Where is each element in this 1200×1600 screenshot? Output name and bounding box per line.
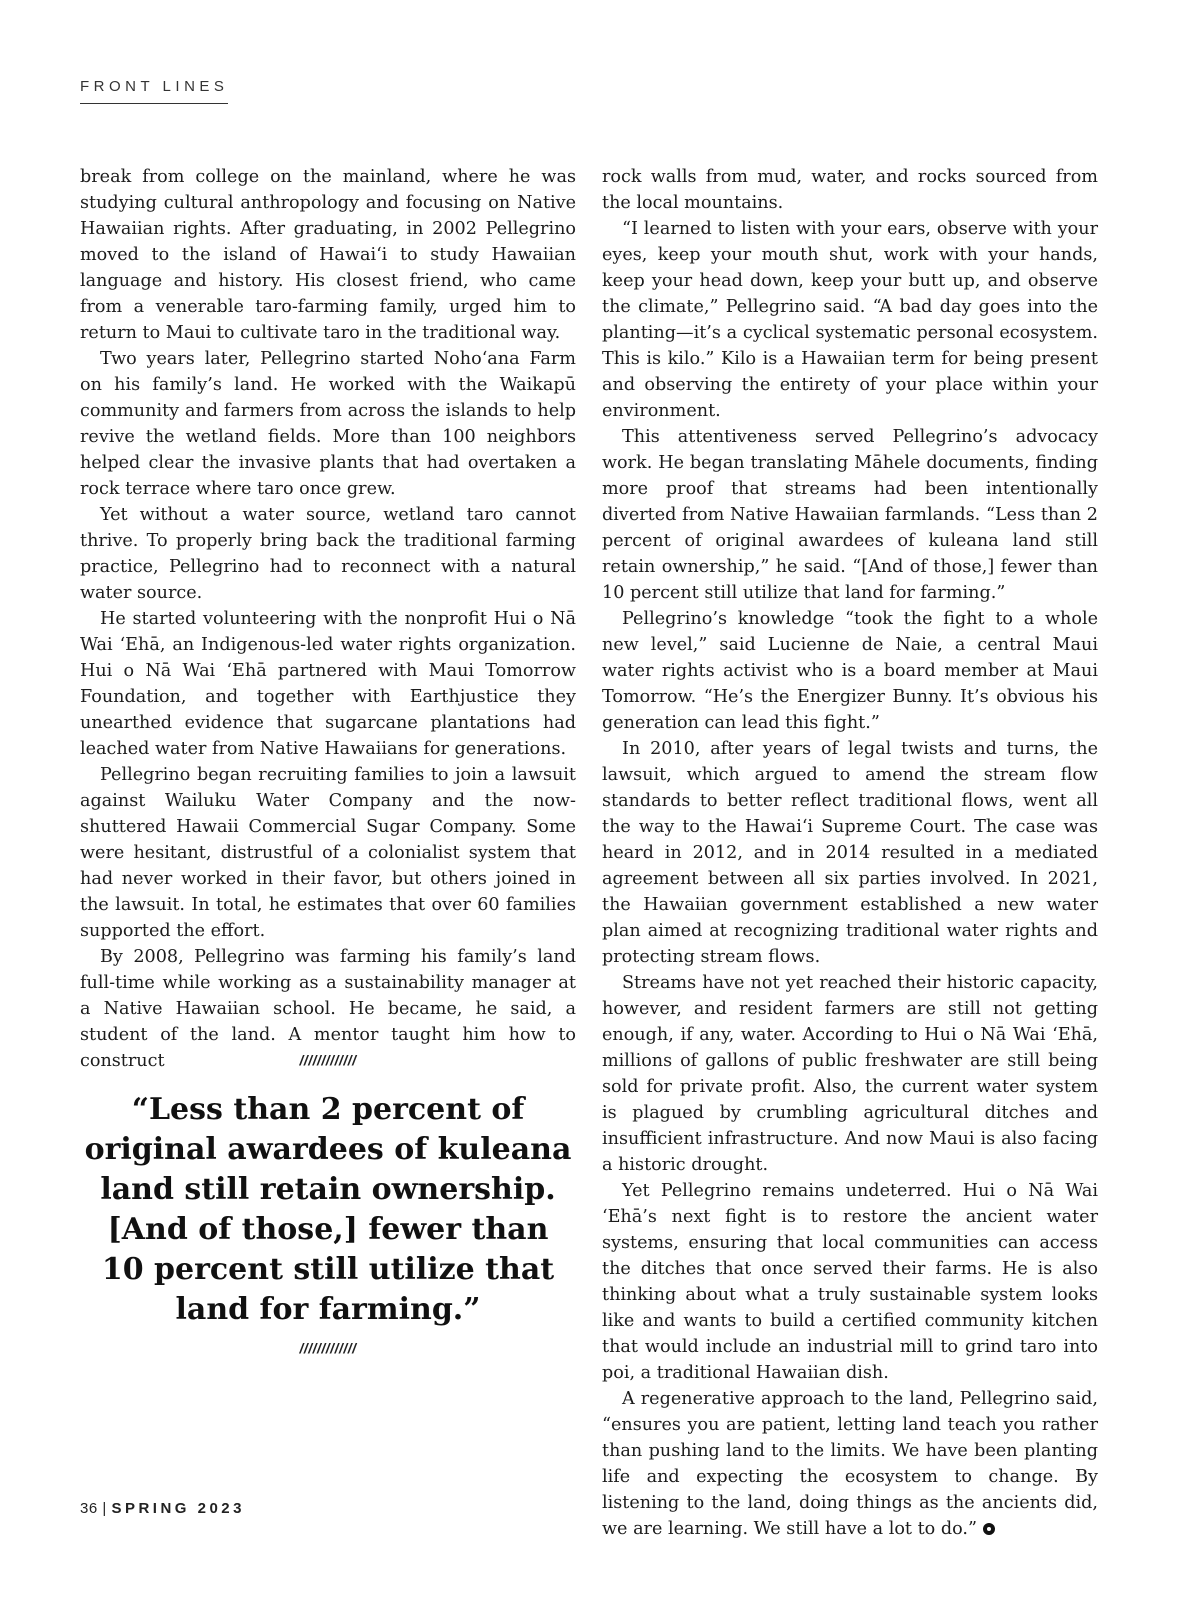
pull-quote-line: original awardees of kuleana [84, 1132, 572, 1167]
pullquote-divider-bottom: ///////////// [299, 1340, 357, 1356]
footer-separator: | [102, 1500, 107, 1517]
pullquote-divider-top: ///////////// [299, 1052, 357, 1068]
pull-quote-line: 10 percent still utilize that [101, 1252, 555, 1287]
article-paragraph: “I learned to listen with your ears, observe with your eyes, keep your mouth shut, work with your hands, keep your head down, keep your butt up, and observe the climate,” Pellegrino said. “A bad day goes into the planting—it’s a cyclical systematic personal ecosystem. This is kilo.” Kilo is a Hawaiian term for being present and observing the entirety of your place within your environment. [602, 219, 1098, 421]
article-paragraph: Yet without a water source, wetland taro cannot thrive. To properly bring back the traditional farming practice, Pellegrino had to reconnect with a natural water source. [80, 505, 576, 603]
article-paragraph: Two years later, Pellegrino started Noho‘ana Farm on his family’s land. He worked with the Waikapū community and farmers from across the islands to help revive the wetland fields. More than 100 neighbors helped clear the invasive plants that had overtaken a rock terrace where taro once grew. [80, 349, 576, 499]
page-number: 36 [80, 1500, 98, 1517]
section-label: FRONT LINES [80, 78, 228, 104]
issue-label: SPRING 2023 [111, 1500, 245, 1517]
end-of-article-icon [983, 1523, 995, 1535]
pull-quote-line: [And of those,] fewer than [107, 1212, 549, 1247]
article-paragraph: Streams have not yet reached their historic capacity, however, and resident farmers are still not getting enough, if any, water. According to Hui o Nā Wai ‘Ehā, millions of gallons of public freshwater are still being sold for private profit. Also, the current water system is plagued by crumbling agricultural ditches and insufficient infrastructure. And now Maui is also facing a historic drought. [602, 973, 1098, 1175]
final-paragraph-text: A regenerative approach to the land, Pellegrino said, “ensures you are patient, letting land teach you rather than pushing land to the limits. We have been planting life and expecting the ecosystem to change. By listening to the land, doing things as the ancients did, we are learning. We still have a lot to do.” [602, 1389, 1098, 1539]
right-column [602, 164, 1098, 1542]
article-paragraph: This attentiveness served Pellegrino’s advocacy work. He began translating Māhele documents, finding more proof that streams had been intentionally diverted from Native Hawaiian farmlands. “Less than 2 percent of original awardees of kuleana land still retain ownership,” he said. “[And of those,] fewer than 10 percent still utilize that land for farming.” [602, 427, 1098, 603]
page-footer [80, 1500, 245, 1517]
article-paragraph: Pellegrino began recruiting families to join a lawsuit against Wailuku Water Company and the now-shuttered Hawaii Commercial Sugar Company. Some were hesitant, distrustful of a colonialist system that had never worked in their favor, but others joined in the lawsuit. In total, he estimates that over 60 families supported the effort. [80, 765, 576, 941]
article-paragraph: Pellegrino’s knowledge “took the fight to a whole new level,” said Lucienne de Naie, a central Maui water rights activist who is a board member at Maui Tomorrow. “He’s the Energizer Bunny. It’s obvious his generation can lead this fight.” [602, 609, 1098, 733]
article-paragraph: By 2008, Pellegrino was farming his family’s land full-time while working as a sustainability manager at a Native Hawaiian school. He became, he said, a student of the land. A mentor taught him how to construct [80, 947, 576, 1071]
pull-quote-line: land for farming.” [175, 1292, 481, 1327]
article-paragraph: In 2010, after years of legal twists and turns, the lawsuit, which argued to amend the stream flow standards to better reflect traditional flows, went all the way to the Hawai‘i Supreme Court. The case was heard in 2012, and in 2014 resulted in a mediated agreement between all six parties involved. In 2021, the Hawaiian government established a new water plan aimed at recognizing traditional water rights and protecting stream flows. [602, 739, 1098, 967]
left-column [80, 164, 576, 1074]
article-paragraph: He started volunteering with the nonprofit Hui o Nā Wai ‘Ehā, an Indigenous-led water rights organization. Hui o Nā Wai ‘Ehā partnered with Maui Tomorrow Foundation, and together with Earthjustice they unearthed evidence that sugarcane plantations had leached water from Native Hawaiians for generations. [80, 609, 576, 759]
article-paragraph: Yet Pellegrino remains undeterred. Hui o Nā Wai ‘Ehā’s next fight is to restore the ancient water systems, ensuring that local communities can access the ditches that once served their farms. He is also thinking about what a truly sustainable system looks like and wants to build a certified community kitchen that would include an industrial mill to grind taro into poi, a traditional Hawaiian dish. [602, 1181, 1098, 1383]
pull-quote-line: land still retain ownership. [100, 1172, 556, 1207]
article-paragraph: break from college on the mainland, where he was studying cultural anthropology and focusing on Native Hawaiian rights. After graduating, in 2002 Pellegrino moved to the island of Hawai‘i to study Hawaiian language and history. His closest friend, who came from a venerable taro-farming family, urged him to return to Maui to cultivate taro in the traditional way. [80, 167, 576, 343]
pull-quote [80, 1090, 576, 1330]
article-paragraph [602, 1386, 1098, 1542]
article-paragraph: rock walls from mud, water, and rocks sourced from the local mountains. [602, 167, 1098, 213]
pull-quote-line: “Less than 2 percent of [131, 1092, 525, 1127]
